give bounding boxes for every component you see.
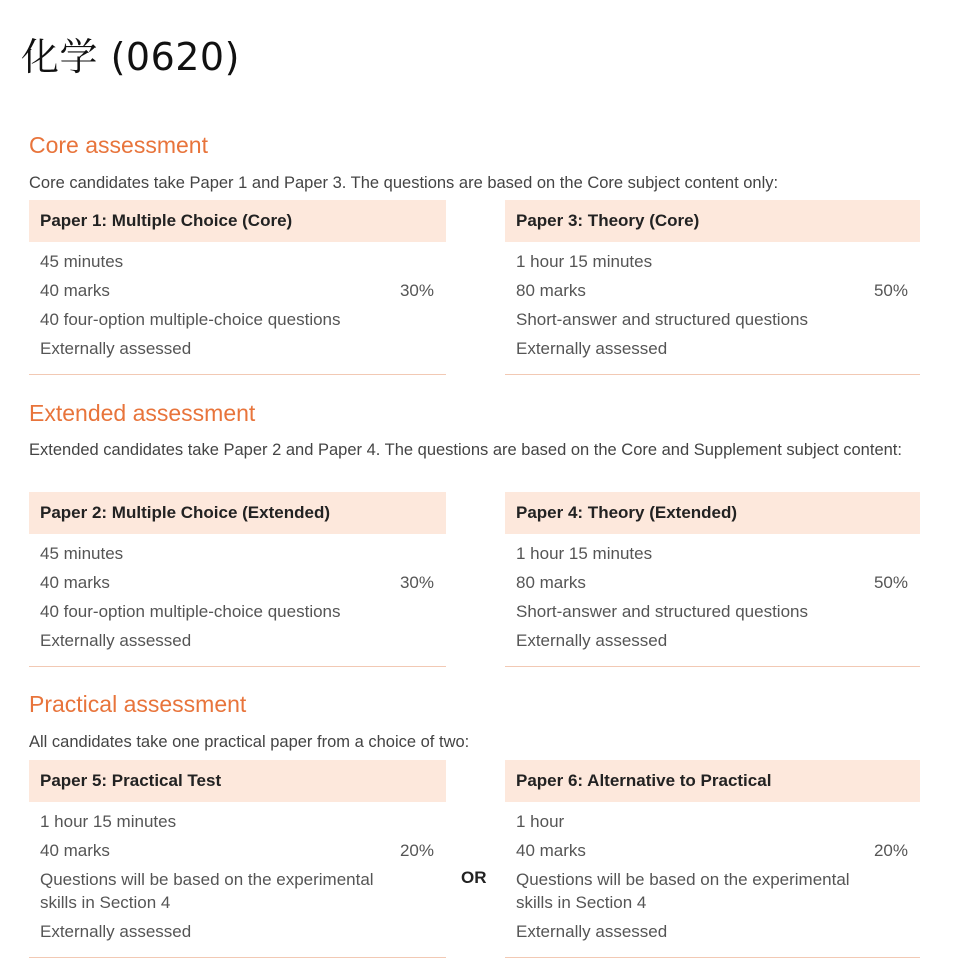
paper-assessment: Externally assessed — [516, 922, 668, 941]
paper-format: Short-answer and structured questions — [516, 310, 808, 329]
paper-marks: 80 marks — [516, 281, 586, 300]
paper-marks: 40 marks — [516, 841, 586, 860]
paper-card-4 — [505, 492, 920, 667]
paper-duration: 1 hour 15 minutes — [516, 544, 653, 563]
paper-marks: 40 marks — [40, 841, 110, 860]
paper-weight: 30% — [399, 281, 434, 300]
paper-format: 40 four-option multiple-choice questions — [40, 310, 341, 329]
paper-marks-row — [516, 571, 908, 594]
paper-assessment: Externally assessed — [516, 631, 668, 650]
section-description-extended: Extended candidates take Paper 2 and Paper 4. The questions are based on the Core and Supplement subject content: — [29, 441, 902, 459]
paper-assessment: Externally assessed — [40, 631, 192, 650]
paper-marks: 80 marks — [516, 573, 586, 592]
paper-card-1 — [29, 200, 446, 375]
paper-card-3 — [505, 200, 920, 375]
paper-title: Paper 5: Practical Test — [29, 760, 446, 802]
section-description-practical: All candidates take one practical paper from a choice of two: — [29, 733, 470, 751]
paper-title: Paper 1: Multiple Choice (Core) — [29, 200, 446, 242]
paper-marks-row — [516, 279, 908, 302]
paper-weight: 20% — [873, 841, 908, 860]
paper-weight: 50% — [873, 281, 908, 300]
section-title-practical: Practical assessment — [29, 691, 247, 717]
paper-assessment: Externally assessed — [40, 339, 192, 358]
paper-title: Paper 6: Alternative to Practical — [505, 760, 920, 802]
paper-format: Questions will be based on the experimental skills in Section 4 — [516, 870, 850, 912]
paper-duration: 45 minutes — [40, 252, 124, 271]
section-description-core: Core candidates take Paper 1 and Paper 3. The questions are based on the Core subject content only: — [29, 174, 779, 192]
paper-title: Paper 3: Theory (Core) — [505, 200, 920, 242]
paper-title: Paper 4: Theory (Extended) — [505, 492, 920, 534]
paper-marks-row — [516, 839, 908, 862]
or-label: OR — [461, 868, 487, 887]
section-title-core: Core assessment — [29, 132, 208, 158]
paper-marks: 40 marks — [40, 281, 110, 300]
paper-title: Paper 2: Multiple Choice (Extended) — [29, 492, 446, 534]
paper-assessment: Externally assessed — [40, 922, 192, 941]
paper-weight: 50% — [873, 573, 908, 592]
section-title-extended: Extended assessment — [29, 400, 256, 426]
page-title: 化学 (0620) — [21, 35, 240, 79]
paper-card-2 — [29, 492, 446, 667]
paper-card-5 — [29, 760, 446, 958]
paper-duration: 1 hour — [516, 812, 565, 831]
paper-card-6 — [505, 760, 920, 958]
paper-duration: 1 hour 15 minutes — [516, 252, 653, 271]
paper-weight: 20% — [399, 841, 434, 860]
paper-format: 40 four-option multiple-choice questions — [40, 602, 341, 621]
paper-duration: 1 hour 15 minutes — [40, 812, 177, 831]
paper-assessment: Externally assessed — [516, 339, 668, 358]
paper-weight: 30% — [399, 573, 434, 592]
paper-format: Short-answer and structured questions — [516, 602, 808, 621]
paper-marks: 40 marks — [40, 573, 110, 592]
paper-marks-row — [40, 279, 434, 302]
paper-marks-row — [40, 839, 434, 862]
paper-format: Questions will be based on the experimental skills in Section 4 — [40, 870, 374, 912]
paper-duration: 45 minutes — [40, 544, 124, 563]
paper-marks-row — [40, 571, 434, 594]
